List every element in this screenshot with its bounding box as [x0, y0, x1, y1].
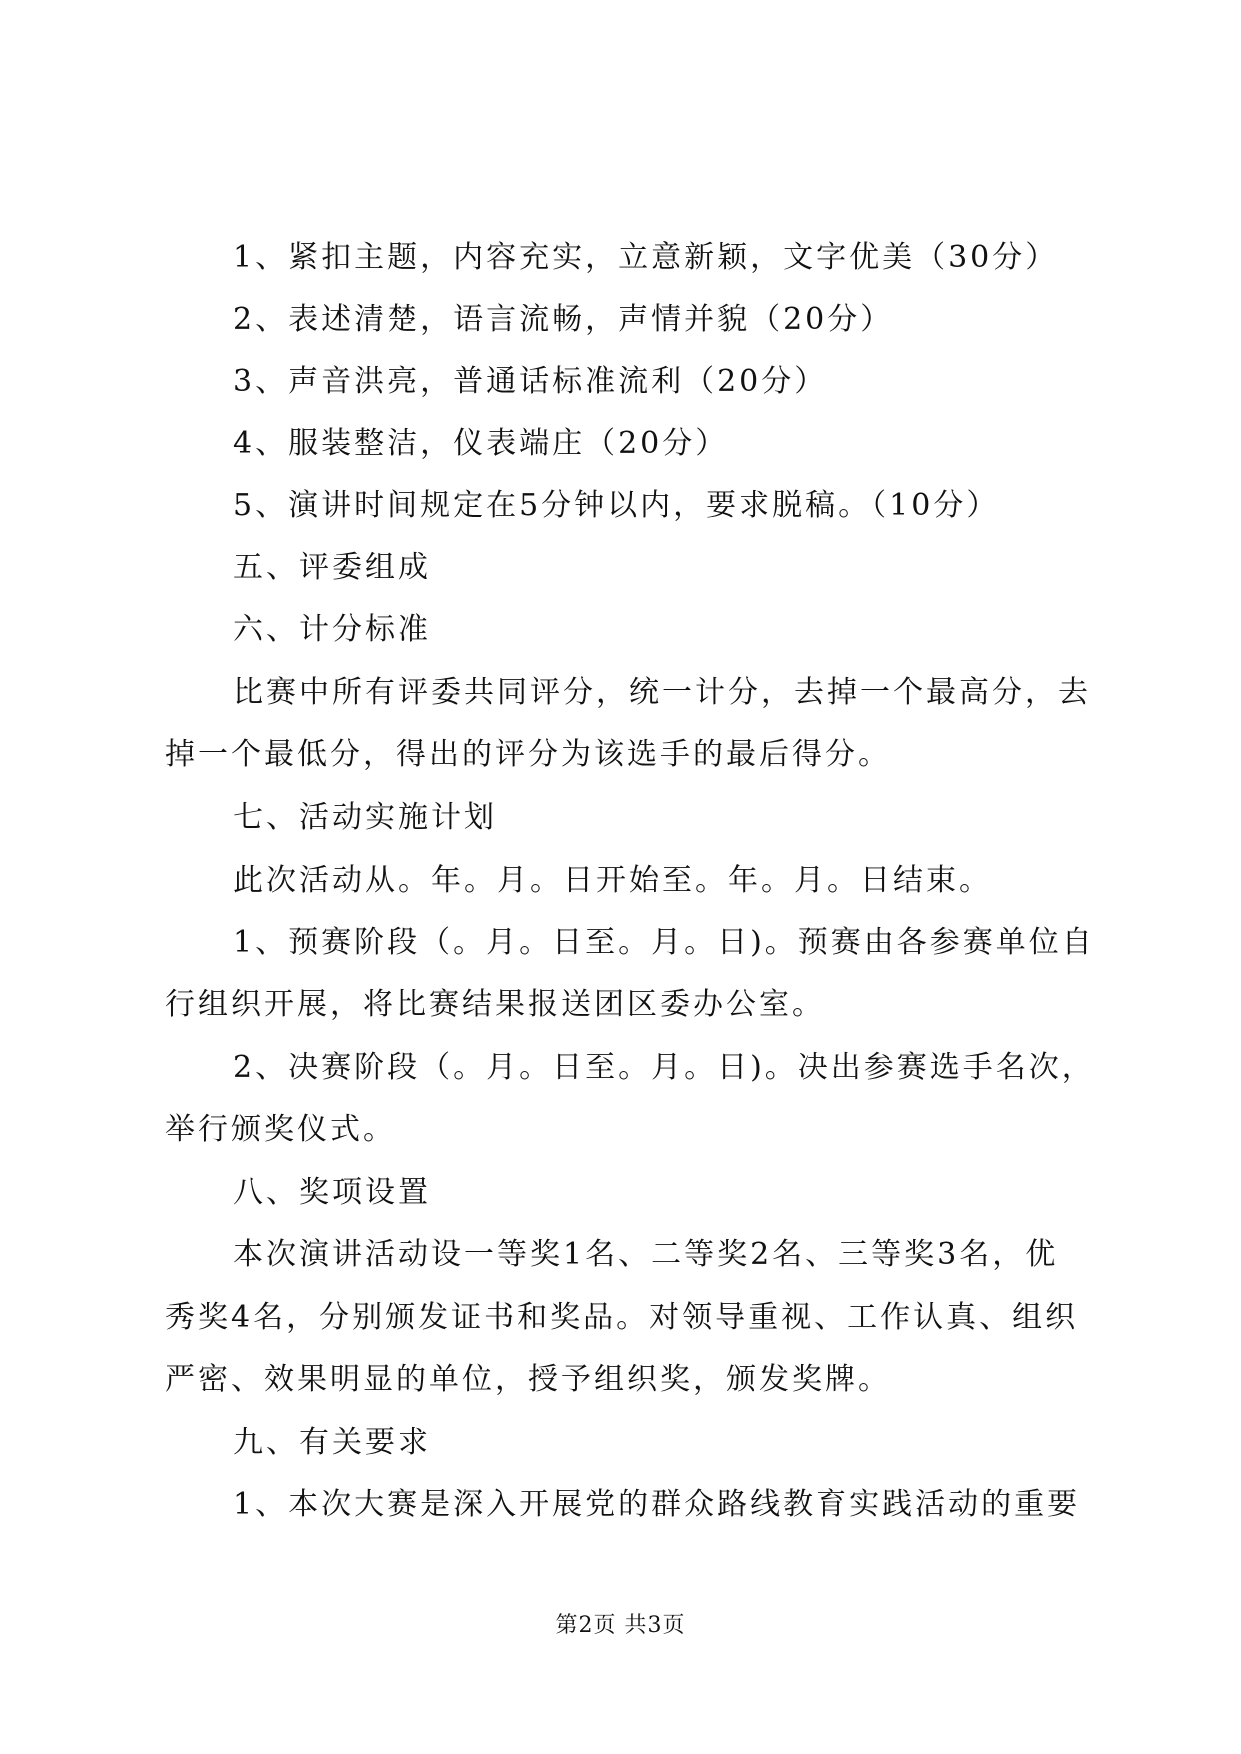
criterion-line-3: 3、声音洪亮，普通话标准流利（20分） [233, 364, 828, 399]
section-heading-judges: 五、评委组成 [233, 550, 431, 585]
page-number-footer: 第2页 共3页 [555, 1613, 686, 1638]
criterion-line-2: 2、表述清楚，语言流畅，声情并貌（20分） [233, 302, 894, 337]
awards-paragraph-line-2: 秀奖4名，分别颁发证书和奖品。对领导重视、工作认真、组织 [165, 1300, 1079, 1335]
scoring-paragraph-line-1: 比赛中所有评委共同评分，统一计分，去掉一个最高分，去 [233, 675, 1091, 710]
scoring-paragraph-line-2: 掉一个最低分，得出的评分为该选手的最后得分。 [165, 737, 891, 772]
final-paragraph-line-2: 举行颁奖仪式。 [165, 1112, 396, 1147]
section-heading-scoring: 六、计分标准 [233, 612, 431, 647]
awards-paragraph-line-1: 本次演讲活动设一等奖1名、二等奖2名、三等奖3名，优 [233, 1237, 1059, 1272]
section-heading-awards: 八、奖项设置 [233, 1175, 431, 1210]
criterion-line-4: 4、服装整洁，仪表端庄（20分） [233, 426, 729, 461]
final-paragraph-line-1: 2、决赛阶段（。月。日至。月。日)。决出参赛选手名次， [233, 1050, 1095, 1085]
section-heading-requirements: 九、有关要求 [233, 1425, 431, 1460]
requirements-paragraph-line-1: 1、本次大赛是深入开展党的群众路线教育实践活动的重要 [233, 1487, 1081, 1522]
criterion-line-1: 1、紧扣主题，内容充实，立意新颖，文字优美（30分） [233, 240, 1059, 275]
prelim-paragraph-line-2: 行组织开展，将比赛结果报送团区委办公室。 [165, 987, 825, 1022]
prelim-paragraph-line-1: 1、预赛阶段（。月。日至。月。日)。预赛由各参赛单位自 [233, 925, 1095, 960]
criterion-line-5: 5、演讲时间规定在5分钟以内，要求脱稿。（10分） [233, 488, 1000, 523]
awards-paragraph-line-3: 严密、效果明显的单位，授予组织奖，颁发奖牌。 [165, 1362, 891, 1397]
plan-paragraph-line: 此次活动从。年。月。日开始至。年。月。日结束。 [233, 863, 992, 898]
section-heading-plan: 七、活动实施计划 [233, 800, 497, 835]
